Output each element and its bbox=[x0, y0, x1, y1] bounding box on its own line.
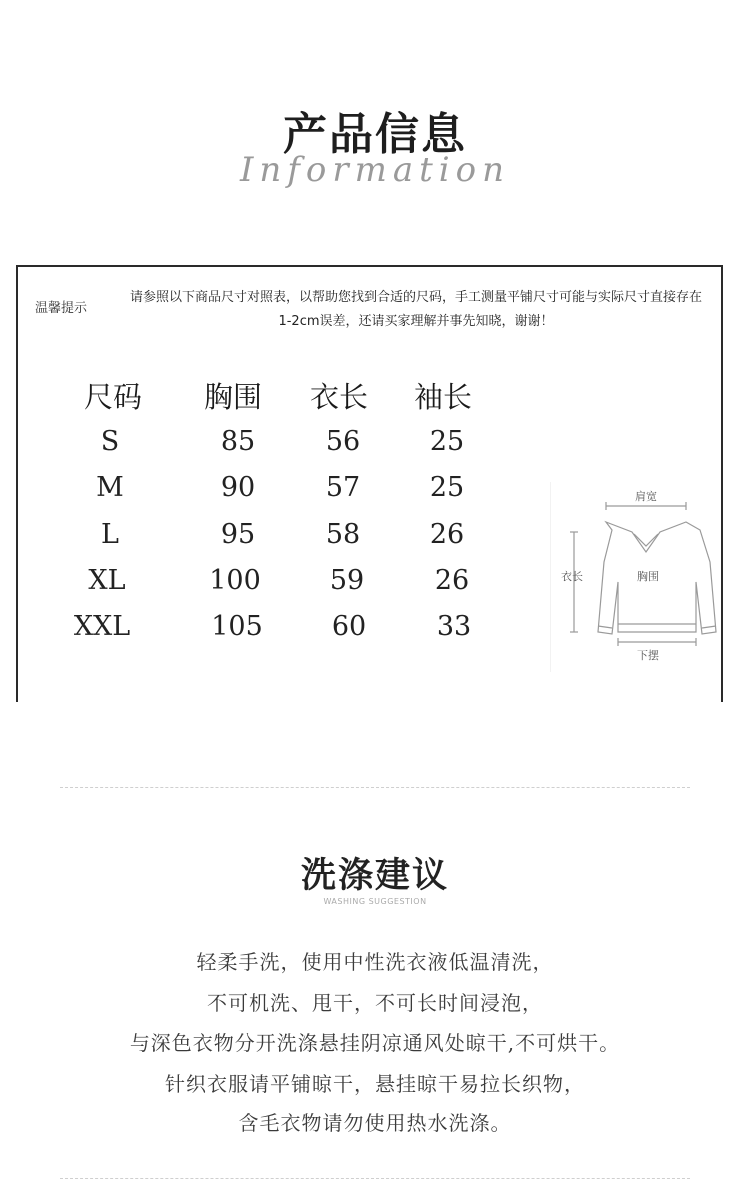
diagram-label-hem: 下摆 bbox=[637, 649, 659, 662]
table-cell-chest: 100 bbox=[209, 565, 261, 596]
table-cell-length: 60 bbox=[331, 611, 367, 642]
table-cell-sleeve: 25 bbox=[429, 472, 465, 503]
page-title: 产品信息 bbox=[283, 109, 467, 160]
table-cell-length: 57 bbox=[325, 472, 361, 503]
divider bbox=[60, 787, 690, 788]
table-cell-sleeve: 26 bbox=[434, 565, 470, 596]
script-subtitle: Information bbox=[239, 150, 511, 190]
table-cell-size: M bbox=[96, 472, 124, 503]
column-header-length: 衣长 bbox=[310, 380, 369, 414]
washing-subtitle: WASHING SUGGESTION bbox=[323, 897, 427, 906]
column-header-size: 尺码 bbox=[84, 380, 143, 414]
table-cell-size: XXL bbox=[73, 611, 131, 642]
table-cell-length: 56 bbox=[325, 426, 361, 457]
table-cell-chest: 105 bbox=[211, 611, 263, 642]
table-cell-size: L bbox=[101, 519, 119, 550]
washing-line: 轻柔手洗，使用中性洗衣液低温清洗， bbox=[196, 950, 554, 974]
table-cell-chest: 85 bbox=[220, 426, 256, 457]
table-cell-size: XL bbox=[88, 565, 126, 596]
table-cell-length: 59 bbox=[329, 565, 365, 596]
table-cell-sleeve: 25 bbox=[429, 426, 465, 457]
tip-label: 温馨提示 bbox=[35, 301, 88, 316]
table-cell-sleeve: 26 bbox=[429, 519, 465, 550]
washing-line: 不可机洗、甩干，不可长时间浸泡， bbox=[207, 991, 543, 1015]
column-header-chest: 胸围 bbox=[204, 380, 263, 414]
washing-line: 与深色衣物分开洗涤悬挂阴凉通风处晾干,不可烘干。 bbox=[129, 1031, 621, 1055]
washing-line: 含毛衣物请勿使用热水洗涤。 bbox=[238, 1111, 512, 1135]
washing-line: 针织衣服请平铺晾干，悬挂晾干易拉长织物， bbox=[165, 1072, 585, 1096]
table-cell-length: 58 bbox=[325, 519, 361, 550]
tip-line-1: 请参照以下商品尺寸对照表，以帮助您找到合适的尺码，手工测量平铺尺寸可能与实际尺寸直接存在 bbox=[129, 290, 702, 305]
table-cell-chest: 90 bbox=[220, 472, 256, 503]
diagram-label-chest: 胸围 bbox=[637, 570, 659, 583]
column-header-sleeve: 袖长 bbox=[414, 380, 473, 414]
washing-title: 洗涤建议 bbox=[300, 855, 449, 896]
divider bbox=[60, 1178, 690, 1179]
table-cell-chest: 95 bbox=[220, 519, 256, 550]
tip-text bbox=[110, 286, 722, 334]
table-cell-sleeve: 33 bbox=[436, 611, 472, 642]
table-cell-size: S bbox=[100, 426, 120, 457]
diagram-label-shoulder: 肩宽 bbox=[635, 490, 657, 503]
tip-line-2: 1-2cm误差，还请买家理解并事先知晓，谢谢！ bbox=[278, 314, 554, 329]
sweater-diagram bbox=[550, 482, 720, 672]
diagram-label-length: 衣长 bbox=[561, 570, 583, 583]
